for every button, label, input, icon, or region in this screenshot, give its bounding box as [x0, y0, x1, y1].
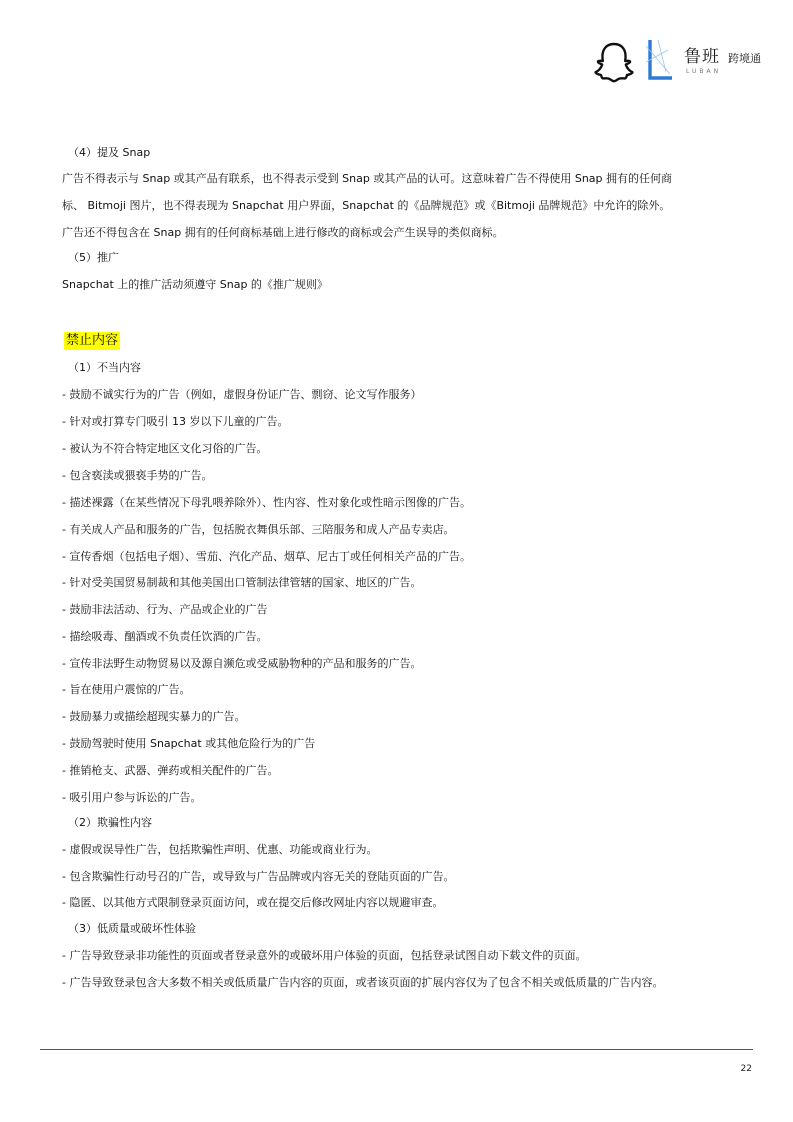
- list-item: - 描述裸露（在某些情况下母乳喂养除外）、性内容、性对象化或性暗示图像的广告。: [62, 496, 471, 509]
- list-item: - 针对受美国贸易制裁和其他美国出口管制法律管辖的国家、地区的广告。: [62, 576, 422, 589]
- list-item: - 广告导致登录非功能性的页面或者登录意外的或破坏用户体验的页面，包括登录试图自动下载文件的页面。: [62, 949, 587, 962]
- subsection-heading-deceptive: （2）欺骗性内容: [68, 816, 152, 829]
- list-item: - 针对或打算专门吸引 13 岁以下儿童的广告。: [62, 415, 289, 428]
- luban-logo-mark-icon: [644, 38, 674, 82]
- list-item: - 描绘吸毒、酗酒或不负责任饮酒的广告。: [62, 630, 268, 643]
- section-heading-mention-snap: （4）提及 Snap: [68, 146, 151, 159]
- list-item: - 隐匿、以其他方式限制登录页面访问，或在提交后修改网址内容以规避审查。: [62, 896, 444, 909]
- list-item: - 旨在使用户震惊的广告。: [62, 683, 191, 696]
- list-item: - 被认为不符合特定地区文化习俗的广告。: [62, 442, 268, 455]
- list-item: - 宣传香烟（包括电子烟）、雪茄、汽化产品、烟草、尼古丁或任何相关产品的广告。: [62, 550, 471, 563]
- paragraph-line: 广告不得表示与 Snap 或其产品有联系，也不得表示受到 Snap 或其产品的认可。这意味着广告不得使用 Snap 拥有的任何商: [62, 172, 673, 185]
- list-item: - 吸引用户参与诉讼的广告。: [62, 791, 202, 804]
- brand-subtitle: 跨境通: [728, 52, 761, 65]
- list-item: - 包含欺骗性行动号召的广告，或导致与广告品牌或内容无关的登陆页面的广告。: [62, 870, 455, 883]
- list-item: - 虚假或误导性广告，包括欺骗性声明、优惠、功能或商业行为。: [62, 843, 378, 856]
- list-item: - 推销枪支、武器、弹药或相关配件的广告。: [62, 764, 279, 777]
- brand-name-en: LUBAN: [686, 68, 722, 75]
- list-item: - 鼓励不诚实行为的广告（例如，虚假身份证广告、剽窃、论文写作服务）: [62, 388, 422, 401]
- list-item: - 鼓励非法活动、行为、产品或企业的广告: [62, 603, 268, 616]
- footer-divider: [40, 1049, 753, 1050]
- paragraph-line: 标、 Bitmoji 图片，也不得表现为 Snapchat 用户界面，Snapchat 的《品牌规范》或《Bitmoji 品牌规范》中允许的除外。: [62, 199, 671, 212]
- list-item: - 广告导致登录包含大多数不相关或低质量广告内容的页面，或者该页面的扩展内容仅为了包含不相关或低质量的广告内容。: [62, 976, 664, 989]
- list-item: - 鼓励驾驶时使用 Snapchat 或其他危险行为的广告: [62, 737, 316, 750]
- list-item: - 鼓励暴力或描绘超现实暴力的广告。: [62, 710, 246, 723]
- page-number: 22: [740, 1064, 752, 1074]
- snapchat-ghost-icon: [592, 40, 636, 84]
- list-item: - 有关成人产品和服务的广告，包括脱衣舞俱乐部、三陪服务和成人产品专卖店。: [62, 523, 455, 536]
- paragraph-line: Snapchat 上的推广活动须遵守 Snap 的《推广规则》: [62, 278, 328, 291]
- brand-name-cn: 鲁班: [684, 47, 720, 67]
- section-heading-promotion: （5）推广: [68, 251, 119, 264]
- subsection-heading-inappropriate: （1）不当内容: [68, 361, 141, 374]
- list-item: - 宣传非法野生动物贸易以及源自濒危或受威胁物种的产品和服务的广告。: [62, 657, 422, 670]
- header-logo: [592, 36, 772, 88]
- list-item: - 包含亵渎或猥亵手势的广告。: [62, 469, 213, 482]
- prohibited-content-title: 禁止内容: [66, 333, 119, 348]
- subsection-heading-low-quality: （3）低质量或破坏性体验: [68, 922, 196, 935]
- paragraph-line: 广告还不得包含在 Snap 拥有的任何商标基础上进行修改的商标或会产生误导的类似商标。: [62, 226, 504, 239]
